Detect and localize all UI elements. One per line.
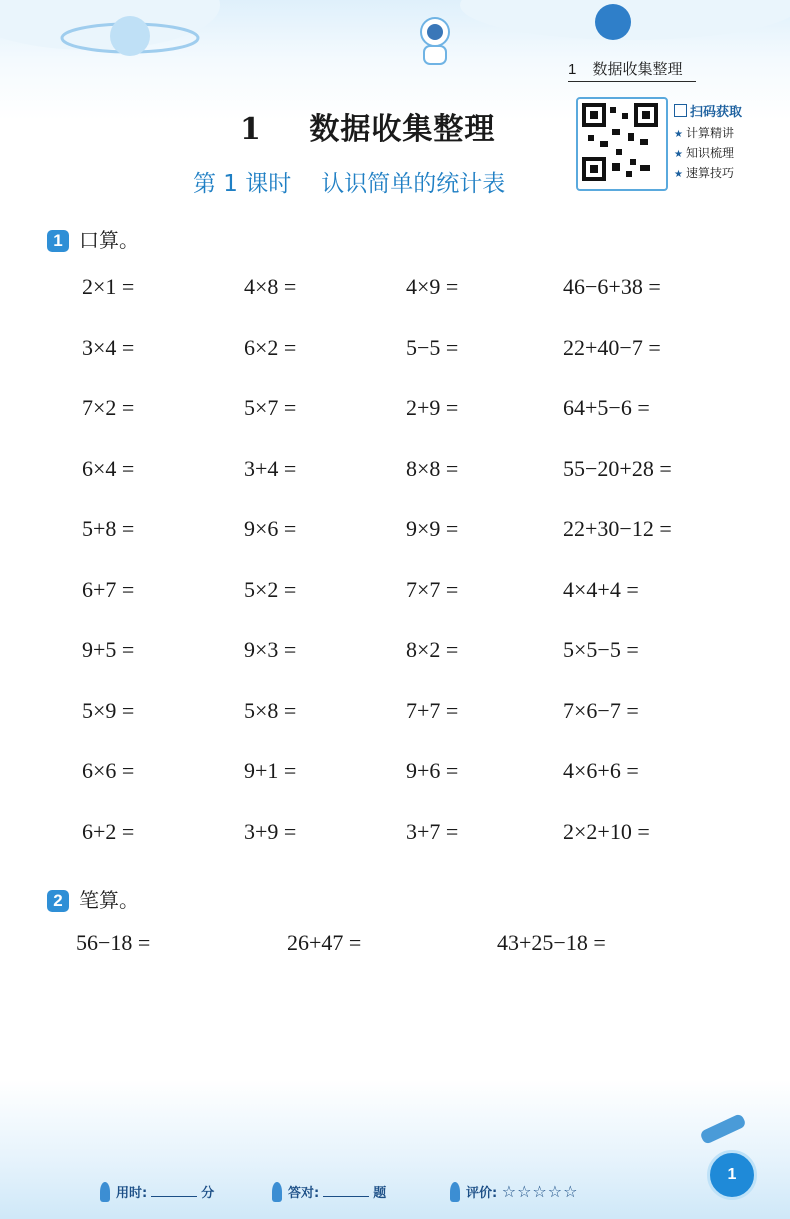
oral-problem: 6+2 = — [82, 819, 135, 844]
oral-problem: 5×2 = — [244, 577, 297, 602]
qr-panel — [674, 104, 742, 184]
written-problem: 56−18 = — [76, 930, 151, 955]
section-title: 口算。 — [79, 228, 139, 252]
section-2-heading — [47, 884, 139, 913]
oral-problem: 46−6+38 = — [563, 274, 661, 299]
oral-problem: 3+4 = — [244, 456, 297, 481]
oral-problem: 7×2 = — [82, 395, 135, 420]
oral-problem: 4×8 = — [244, 274, 297, 299]
time-blank[interactable] — [151, 1196, 197, 1197]
oral-problem: 9×6 = — [244, 516, 297, 541]
running-head-title: 数据收集整理 — [592, 61, 683, 78]
chapter-number: 1 — [240, 112, 262, 147]
planet-icon — [588, 0, 638, 50]
time-field: 用时: 分 — [100, 1182, 214, 1202]
star-icon: ★ — [674, 129, 683, 140]
planet-icon — [60, 8, 220, 68]
oral-problem: 9×9 = — [406, 516, 459, 541]
lesson-label: 第 1 课时 — [193, 171, 292, 197]
oral-problem: 5×5−5 = — [563, 637, 639, 662]
correct-field: 答对: 题 — [272, 1182, 386, 1202]
oral-problem: 5×8 = — [244, 698, 297, 723]
qr-code-icon — [578, 99, 662, 185]
running-head-number: 1 — [568, 61, 577, 78]
footer-bar — [100, 1170, 660, 1214]
qr-code[interactable] — [576, 97, 668, 191]
astronaut-icon — [410, 2, 460, 72]
page-number: 1 — [707, 1150, 757, 1200]
oral-problem: 5+8 = — [82, 516, 135, 541]
rocket-icon — [272, 1182, 282, 1202]
chapter-name: 数据收集整理 — [309, 112, 496, 147]
star-icon: ★ — [674, 149, 683, 160]
oral-problem: 3+7 = — [406, 819, 459, 844]
oral-problem: 6×4 = — [82, 456, 135, 481]
oral-problem: 5×7 = — [244, 395, 297, 420]
oral-problem: 8×8 = — [406, 456, 459, 481]
oral-problem: 6+7 = — [82, 577, 135, 602]
oral-problem: 9+6 = — [406, 758, 459, 783]
rating-field: 评价: ☆☆☆☆☆ — [450, 1182, 578, 1202]
oral-problem: 5−5 = — [406, 335, 459, 360]
oral-problem: 4×6+6 = — [563, 758, 639, 783]
lesson-title — [193, 165, 505, 198]
oral-problem: 22+30−12 = — [563, 516, 672, 541]
oral-problem: 3×4 = — [82, 335, 135, 360]
oral-problem: 2+9 = — [406, 395, 459, 420]
qr-item: ★ 知识梳理 — [674, 146, 734, 160]
section-title: 笔算。 — [79, 888, 139, 912]
oral-problem: 6×6 = — [82, 758, 135, 783]
scan-icon — [674, 104, 687, 117]
oral-problem: 7×7 = — [406, 577, 459, 602]
oral-problem: 4×9 = — [406, 274, 459, 299]
qr-scan-label: 扫码获取 — [674, 104, 742, 122]
correct-blank[interactable] — [323, 1196, 369, 1197]
oral-problem: 2×2+10 = — [563, 819, 650, 844]
running-head — [568, 58, 696, 82]
rating-stars[interactable]: ☆☆☆☆☆ — [501, 1182, 579, 1201]
rocket-icon — [100, 1182, 110, 1202]
oral-problem: 2×1 = — [82, 274, 135, 299]
oral-problem: 7×6−7 = — [563, 698, 639, 723]
qr-item: ★ 计算精讲 — [674, 126, 734, 140]
rocket-icon — [450, 1182, 460, 1202]
section-number-badge: 2 — [47, 890, 69, 912]
oral-problem: 3+9 = — [244, 819, 297, 844]
oral-problem: 7+7 = — [406, 698, 459, 723]
telescope-icon — [699, 1113, 747, 1145]
oral-problem: 6×2 = — [244, 335, 297, 360]
section-number-badge: 1 — [47, 230, 69, 252]
written-problem: 43+25−18 = — [497, 930, 606, 955]
oral-problem: 9+5 = — [82, 637, 135, 662]
chapter-title — [240, 104, 495, 148]
oral-problem: 55−20+28 = — [563, 456, 672, 481]
star-icon: ★ — [674, 169, 683, 180]
qr-item: ★ 速算技巧 — [674, 166, 734, 180]
oral-problem: 64+5−6 = — [563, 395, 650, 420]
lesson-name: 认识简单的统计表 — [321, 171, 506, 197]
oral-problem: 22+40−7 = — [563, 335, 661, 360]
oral-problem: 9+1 = — [244, 758, 297, 783]
written-problem: 26+47 = — [287, 930, 362, 955]
oral-problem: 9×3 = — [244, 637, 297, 662]
section-1-heading — [47, 224, 139, 253]
oral-problem: 4×4+4 = — [563, 577, 639, 602]
oral-problem: 5×9 = — [82, 698, 135, 723]
oral-problem: 8×2 = — [406, 637, 459, 662]
